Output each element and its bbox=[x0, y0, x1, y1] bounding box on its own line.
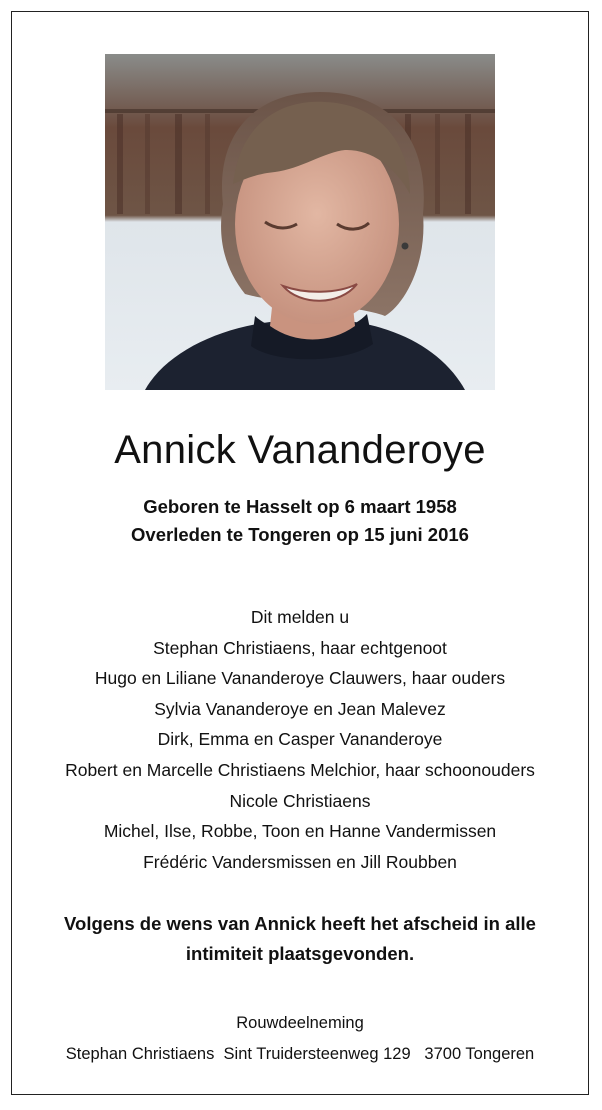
condolence-city: 3700 Tongeren bbox=[424, 1045, 535, 1063]
farewell-note bbox=[12, 909, 588, 969]
family-line: Sylvia Vananderoye en Jean Malevez bbox=[154, 698, 446, 719]
life-dates bbox=[12, 493, 588, 549]
birth-line: Geboren te Hasselt op 6 maart 1958 bbox=[143, 496, 457, 517]
family-line: Nicole Christiaens bbox=[229, 790, 371, 811]
portrait-photo-image bbox=[105, 54, 495, 390]
obituary-card bbox=[11, 11, 589, 1095]
condolence-contact: Stephan Christiaens bbox=[65, 1045, 215, 1063]
deceased-name: Annick Vananderoye bbox=[114, 428, 486, 472]
family-list bbox=[12, 602, 588, 877]
death-line: Overleden te Tongeren op 15 juni 2016 bbox=[131, 524, 469, 545]
family-line: Robert en Marcelle Christiaens Melchior, haar schoonouders bbox=[65, 759, 535, 780]
portrait-photo bbox=[105, 54, 495, 390]
family-line: Michel, Ilse, Robbe, Toon en Hanne Vandermissen bbox=[103, 821, 497, 842]
family-intro: Dit melden u bbox=[250, 607, 350, 627]
condolence-address bbox=[12, 1039, 588, 1070]
family-line: Stephan Christiaens, haar echtgenoot bbox=[153, 637, 447, 658]
condolence-heading: Rouwdeelneming bbox=[236, 1014, 364, 1032]
farewell-note-line-1: Volgens de wens van Annick heeft het afscheid in alle bbox=[64, 913, 536, 934]
condolence-street: Sint Truidersteenweg 129 bbox=[223, 1045, 411, 1063]
family-line: Dirk, Emma en Casper Vananderoye bbox=[157, 729, 443, 750]
condolence-section bbox=[12, 1008, 588, 1070]
farewell-note-line-2: intimiteit plaatsgevonden. bbox=[185, 943, 415, 964]
family-line: Frédéric Vandersmissen en Jill Roubben bbox=[143, 851, 457, 872]
family-line: Hugo en Liliane Vananderoye Clauwers, haar ouders bbox=[94, 668, 506, 689]
